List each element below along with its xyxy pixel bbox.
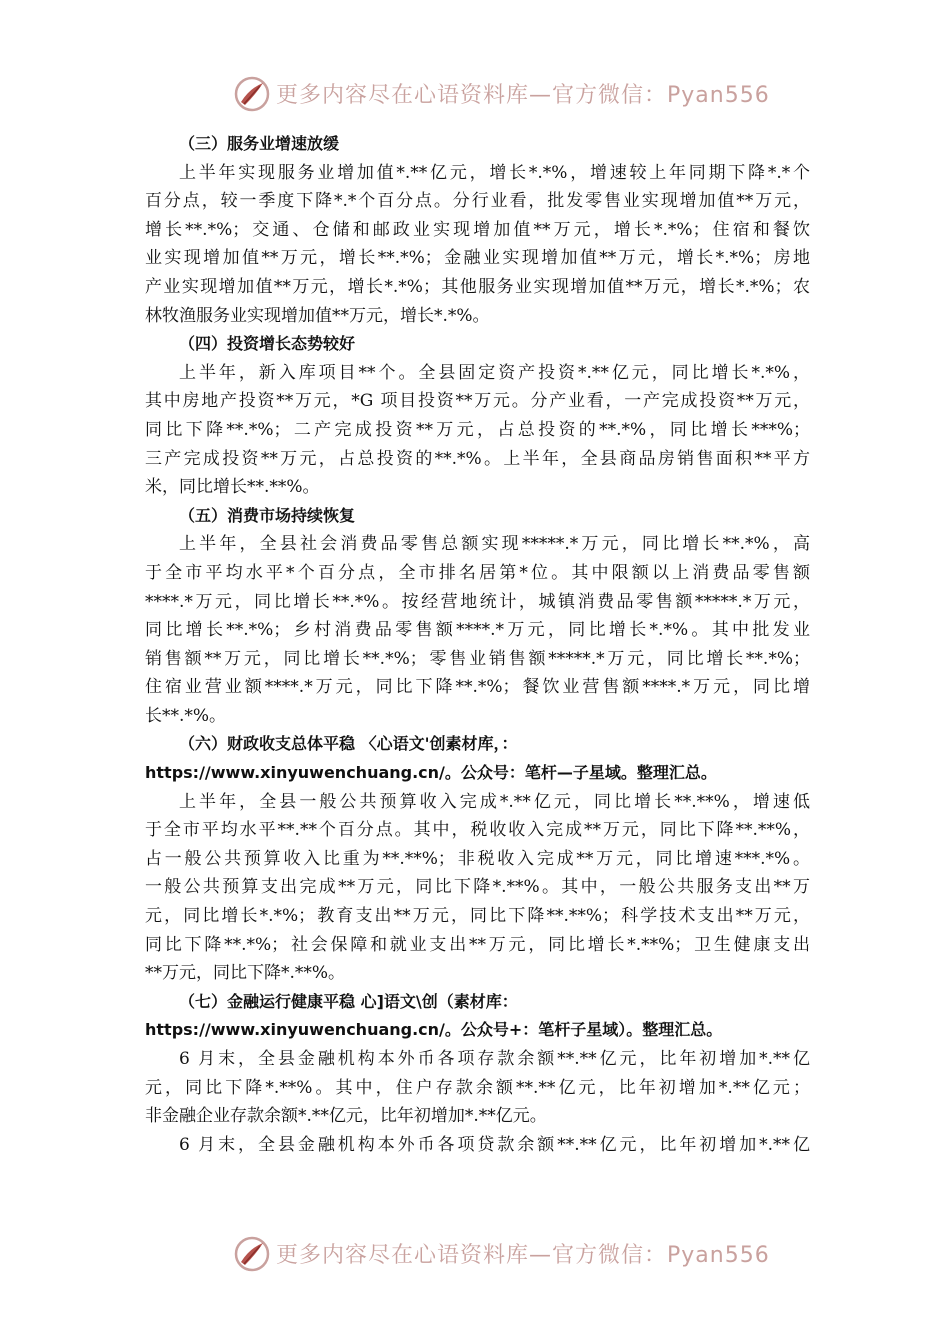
paragraph-line: 增长**.*%；交通、仓储和邮政业实现增加值**万元，增长*.*%；住宿和餐饮: [145, 219, 810, 240]
watermark-text: 更多内容尽在心语资料库—官方微信：Pyan556: [276, 1243, 770, 1268]
paragraph-line: 销售额**万元，同比增长**.*%；零售业销售额*****.*万元，同比增长**.*%；: [145, 648, 810, 669]
paragraph-line: 住宿业营业额****.*万元，同比下降**.*%；餐饮业营售额****.*万元，同比增: [145, 677, 810, 698]
paragraph-line: 三产完成投资**万元，占总投资的**.*%。上半年，全县商品房销售面积**平方: [145, 448, 810, 469]
paragraph-line: 元，同比下降*.**%。其中，住户存款余额**.**亿元，比年初增加*.**亿元；: [145, 1077, 810, 1098]
paragraph-line: 于全市平均水平**.**个百分点。其中，税收收入完成**万元，同比下降**.**%，: [145, 820, 810, 841]
paragraph-line: 一般公共预算支出完成**万元，同比下降*.**%。其中，一般公共服务支出**万: [145, 877, 810, 898]
logo-icon: [232, 1234, 272, 1274]
source-note: https://www.xinyuwenchuang.cn/。公众号：笔杆—子星域。整理汇总。: [145, 763, 717, 783]
watermark-text: 更多内容尽在心语资料库—官方微信：Pyan556: [276, 83, 770, 108]
paragraph-line: ****.*万元，同比增长**.*%。按经营地统计，城镇消费品零售额*****.*万元，: [145, 591, 810, 612]
paragraph-line: 长**.*%。: [145, 705, 227, 726]
paragraph-line: 占一般公共预算收入比重为**.**%；非税收入完成**万元，同比增速***.*%。: [145, 848, 810, 869]
section-heading: （六）财政收支总体平稳 〈心语文'创素材库，：: [179, 734, 518, 754]
header-watermark-banner: [0, 72, 950, 116]
paragraph-line: 其中房地产投资**万元，*G 项目投资**万元。分产业看，一产完成投资**万元，: [145, 391, 810, 412]
paragraph-first-line: 上半年，新入库项目**个。全县固定资产投资*.**亿元，同比增长*.*%，: [179, 362, 810, 383]
document-body: [145, 130, 810, 1159]
paragraph-first-line: 上半年，全县社会消费品零售总额实现*****.*万元，同比增长**.*%，高: [179, 534, 810, 555]
footer-watermark-banner: [0, 1232, 950, 1276]
section-heading: （七）金融运行健康平稳 心]语文\创（素材库：: [179, 991, 518, 1011]
paragraph-line: 元，同比增长*.*%；教育支出**万元，同比下降**.**%；科学技术支出**万元，: [145, 906, 810, 927]
paragraph-line: 林牧渔服务业实现增加值**万元，增长*.*%。: [145, 305, 490, 326]
paragraph-first-line: 6 月末，全县金融机构本外币各项存款余额**.**亿元，比年初增加*.**亿: [179, 1049, 810, 1069]
source-note: https://www.xinyuwenchuang.cn/。公众号+：笔杆子星域）。整理汇总。: [145, 1020, 723, 1040]
paragraph-line: 百分点，较一季度下降*.*个百分点。分行业看，批发零售业实现增加值**万元，: [145, 191, 810, 212]
paragraph-line: 业实现增加值**万元，增长**.*%；金融业实现增加值**万元，增长*.*%；房地: [145, 248, 810, 269]
section-heading: （四）投资增长态势较好: [179, 334, 356, 354]
paragraph-line: **万元，同比下降*.**%。: [145, 963, 346, 984]
section-heading: （五）消费市场持续恢复: [179, 505, 356, 525]
paragraph-line: 同比下降**.*%；二产完成投资**万元，占总投资的**.*%，同比增长***%；: [145, 419, 810, 440]
logo-icon: [232, 74, 272, 114]
section-heading: （三）服务业增速放缓: [179, 134, 340, 153]
paragraph-first-line: 6 月末，全县金融机构本外币各项贷款余额**.**亿元，比年初增加*.**亿: [179, 1134, 810, 1155]
paragraph-line: 产业实现增加值**万元，增长*.*%；其他服务业实现增加值**万元，增长*.*%；农: [145, 276, 810, 297]
paragraph-first-line: 上半年，全县一般公共预算收入完成*.**亿元，同比增长**.**%，增速低: [179, 791, 810, 812]
paragraph-line: 于全市平均水平*个百分点，全市排名居第*位。其中限额以上消费品零售额: [145, 562, 810, 583]
paragraph-line: 非金融企业存款余额*.**亿元，比年初增加*.**亿元。: [145, 1106, 547, 1127]
paragraph-first-line: 上半年实现服务业增加值*.**亿元，增长*.*%，增速较上年同期下降*.*个: [179, 162, 810, 183]
paragraph-line: 同比增长**.*%；乡村消费品零售额****.*万元，同比增长*.*%。其中批发业: [145, 620, 810, 641]
paragraph-line: 米，同比增长**.**%。: [145, 477, 320, 498]
paragraph-line: 同比下降**.*%；社会保障和就业支出**万元，同比增长*.**%；卫生健康支出: [145, 934, 810, 955]
